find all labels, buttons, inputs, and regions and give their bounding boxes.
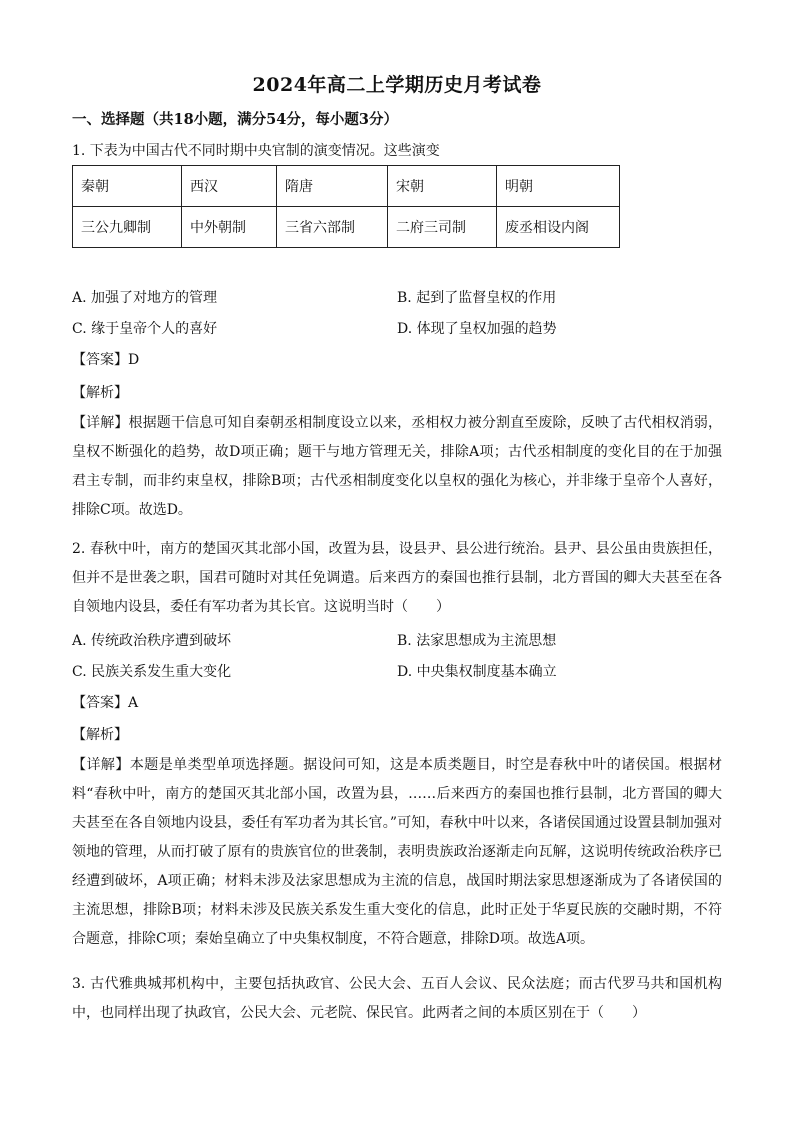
q1-option-a: A. 加强了对地方的管理 <box>72 290 218 306</box>
q2-option-c: C. 民族关系发生重大变化 <box>72 664 232 680</box>
table-cell: 三省六部制 <box>277 207 388 248</box>
q2-answer: 【答案】A <box>72 695 139 711</box>
q1-table <box>72 165 620 248</box>
q2-option-a: A. 传统政治秩序遭到破坏 <box>72 633 232 649</box>
table-header-cell: 隋唐 <box>277 166 388 207</box>
table-cell: 中外朝制 <box>182 207 277 248</box>
q2-option-d: D. 中央集权制度基本确立 <box>397 664 557 680</box>
q1-analysis-label: 【解析】 <box>72 385 128 401</box>
table-cell: 二府三司制 <box>388 207 497 248</box>
q1-detail: 【详解】根据题干信息可知自秦朝丞相制度设立以来，丞相权力被分割直至废除，反映了古代相权消弱，皇权不断强化的趋势，故D项正确；题干与地方管理无关，排除A项；古代丞相制度的变化目的在于加强君主专制，而非约束皇权，排除B项；古代丞相制度变化以皇权的强化为核心，并非缘于皇帝个人喜好，排除C项。故选D。 <box>72 415 722 518</box>
q1-option-d: D. 体现了皇权加强的趋势 <box>397 321 557 337</box>
q1-stem: 1. 下表为中国古代不同时期中央官制的演变情况。这些演变 <box>72 143 440 159</box>
q2-option-b: B. 法家思想成为主流思想 <box>397 633 557 649</box>
table-header-cell: 宋朝 <box>388 166 497 207</box>
q1-option-b: B. 起到了监督皇权的作用 <box>397 290 557 306</box>
table-row <box>73 207 620 248</box>
table-header-cell: 秦朝 <box>73 166 182 207</box>
section-heading: 一、选择题（共18小题，满分54分，每小题3分） <box>72 111 398 128</box>
q1-option-c: C. 缘于皇帝个人的喜好 <box>72 321 218 337</box>
q1-answer: 【答案】D <box>72 352 140 368</box>
table-cell: 废丞相设内阁 <box>497 207 620 248</box>
table-header-cell: 明朝 <box>497 166 620 207</box>
q2-analysis-label: 【解析】 <box>72 727 128 743</box>
q3-stem: 3. 古代雅典城邦机构中，主要包括执政官、公民大会、五百人会议、民众法庭；而古代罗马共和国机构中，也同样出现了执政官，公民大会、元老院、保民官。此两者之间的本质区别在于（ ） <box>72 976 722 1021</box>
page-title: 2024年高二上学期历史月考试卷 <box>252 74 542 96</box>
table-row <box>73 166 620 207</box>
table-header-cell: 西汉 <box>182 166 277 207</box>
q2-stem: 2. 春秋中叶，南方的楚国灭其北部小国，改置为县，设县尹、县公进行统治。县尹、县公虽由贵族担任，但并不是世袭之职，国君可随时对其任免调遣。后来西方的秦国也推行县制，北方晋国的卿大夫甚至在各自领地内设县，委任有军功者为其长官。这说明当时（ ） <box>72 541 722 615</box>
table-cell: 三公九卿制 <box>73 207 182 248</box>
q2-detail: 【详解】本题是单类型单项选择题。据设问可知，这是本质类题目，时空是春秋中叶的诸侯国。根据材料“春秋中叶，南方的楚国灭其北部小国，改置为县，……后来西方的秦国也推行县制，北方晋国的卿大夫甚至在各自领地内设县，委任有军功者为其长官。”可知，春秋中叶以来，各诸侯国通过设置县制加强对领地的管理，从而打破了原有的贵族官位的世袭制，表明贵族政治逐渐走向瓦解，这说明传统政治秩序已经遭到破坏，A项正确；材料未涉及法家思想成为主流的信息，战国时期法家思想逐渐成为了各诸侯国的主流思想，排除B项；材料未涉及民族关系发生重大变化的信息，此时正处于华夏民族的交融时期，不符合题意，排除C项；秦始皇确立了中央集权制度，不符合题意，排除D项。故选A项。 <box>72 757 722 947</box>
